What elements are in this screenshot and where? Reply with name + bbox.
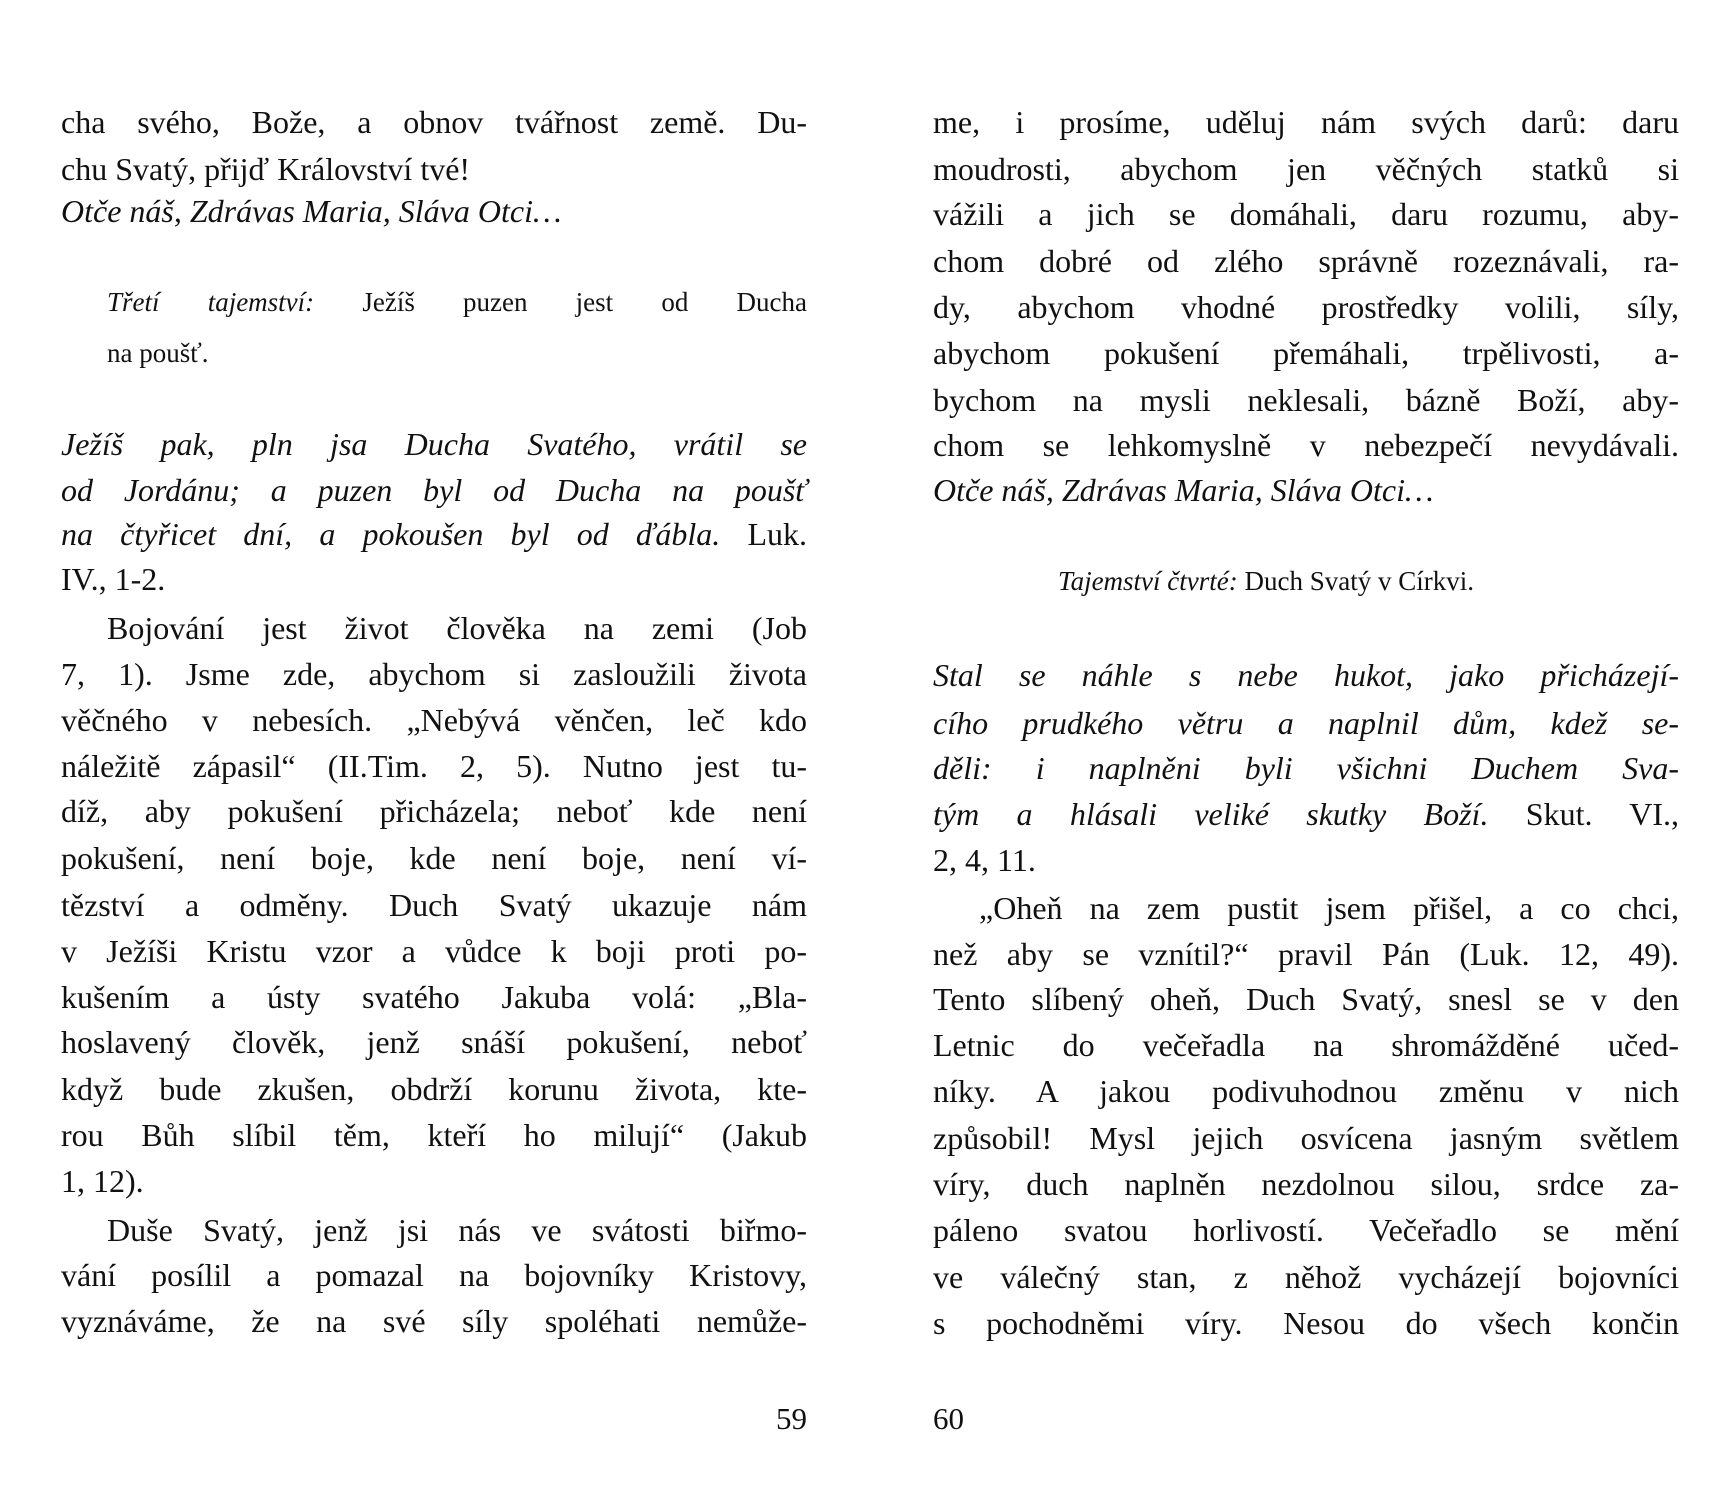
text: IV., 1-2.: [61, 561, 166, 597]
text-line: [107, 279, 807, 325]
text: bychom na mysli neklesali, bázně Boží, aby-: [933, 382, 1679, 418]
text: kušením a ústy svatého Jakuba volá: „Bla-: [61, 979, 807, 1015]
text-line: [933, 1115, 1679, 1161]
italic-text: na čtyřicet dní, a pokoušen byl od ďábla.: [61, 516, 721, 552]
text: abychom pokušení přemáhali, trpělivosti, a-: [933, 335, 1679, 371]
text: dy, abychom vhodné prostředky volili, síly,: [933, 289, 1679, 325]
right-page: [933, 0, 1679, 1500]
text: náležitě zápasil“ (II.Tim. 2, 5). Nutno jest tu-: [61, 748, 807, 784]
italic-text: Tajemství čtvrté:: [1058, 566, 1245, 596]
text: hoslavený člověk, jenž snáší pokušení, neboť: [61, 1024, 807, 1060]
text: chom dobré od zlého správně rozeznávali, ra-: [933, 243, 1679, 279]
text-line: [61, 928, 807, 974]
italic-text: cího prudkého větru a naplnil dům, kdež se-: [933, 705, 1679, 741]
text-line: [933, 1022, 1679, 1068]
text-line: [61, 651, 807, 697]
text-line: [933, 1207, 1679, 1253]
text-line: [979, 885, 1679, 931]
text-line: [61, 882, 807, 928]
text-line: [61, 467, 807, 513]
text-line: [933, 1254, 1679, 1300]
text: rou Bůh slíbil těm, kteří ho milují“ (Jakub: [61, 1117, 807, 1153]
text-line: [107, 605, 807, 651]
text-line: [61, 788, 807, 834]
text: pokušení, není boje, kde není boje, není ví-: [61, 840, 807, 876]
text-line: [61, 835, 807, 881]
text-line: [61, 1112, 807, 1158]
text-line: [933, 284, 1679, 330]
text-line: [61, 974, 807, 1020]
text: Ježíš puzen jest od Ducha: [362, 287, 808, 317]
text-line: [61, 421, 807, 467]
text-line: [933, 99, 1679, 145]
text-line: [61, 1019, 807, 1065]
italic-text: Otče náš, Zdrávas Maria, Sláva Otci…: [933, 472, 1434, 508]
italic-text: děli: i naplněni byli všichni Duchem Sva-: [933, 750, 1679, 786]
text-line: [107, 1207, 807, 1253]
text-line: [933, 700, 1679, 746]
italic-text: tým a hlásali veliké skutky Boží.: [933, 796, 1489, 832]
text-line: [933, 976, 1679, 1022]
text: v Ježíši Kristu vzor a vůdce k boji proti po-: [61, 933, 807, 969]
text-line: [933, 1068, 1679, 1114]
text: ve válečný stan, z něhož vycházejí bojovníci: [933, 1259, 1679, 1295]
italic-text: Ježíš pak, pln jsa Ducha Svatého, vrátil se: [61, 426, 807, 462]
text-line: [933, 191, 1679, 237]
text: cha svého, Bože, a obnov tvářnost země. Du-: [61, 104, 807, 140]
text: Duše Svatý, jenž jsi nás ve svátosti biřmo-: [107, 1212, 807, 1248]
text: níky. A jakou podivuhodnou změnu v nich: [933, 1073, 1679, 1109]
text-line: [61, 1158, 807, 1204]
text-line: [61, 146, 807, 192]
text-line: [933, 467, 1679, 513]
text: 1, 12).: [61, 1163, 144, 1199]
italic-text: Třetí tajemství:: [107, 287, 363, 317]
text-line: [61, 99, 807, 145]
text: vání posílil a pomazal na bojovníky Kristovy,: [61, 1257, 807, 1293]
text-line: [61, 556, 807, 602]
text: 7, 1). Jsme zde, abychom si zasloužili života: [61, 656, 807, 692]
text-line: [933, 146, 1679, 192]
italic-text: Stal se náhle s nebe hukot, jako přicházejí-: [933, 657, 1679, 693]
text-line: [933, 1300, 1679, 1346]
text-line: [933, 745, 1679, 791]
text-line: [928, 558, 1474, 604]
text: s pochodněmi víry. Nesou do všech končin: [933, 1305, 1679, 1341]
text-line: [933, 837, 1679, 883]
text: když bude zkušen, obdrží korunu života, kte-: [61, 1071, 807, 1107]
text-line: [933, 652, 1679, 698]
text: chu Svatý, přijď Království tvé!: [61, 151, 471, 187]
text-line: [61, 1252, 807, 1298]
text-line: [61, 188, 807, 234]
text-line: [61, 1298, 807, 1344]
text: páleno svatou horlivostí. Večeřadlo se mění: [933, 1212, 1679, 1248]
text-line: [61, 1066, 807, 1112]
italic-text: od Jordánu; a puzen byl od Ducha na poušť: [61, 472, 807, 508]
text: moudrosti, abychom jen věčných statků si: [933, 151, 1679, 187]
page-number: 59: [776, 1401, 807, 1436]
text: Bojování jest život člověka na zemi (Job: [107, 610, 807, 646]
text: Letnic do večeřadla na shromážděné učed-: [933, 1027, 1679, 1063]
text-line: [933, 422, 1679, 468]
italic-text: Otče náš, Zdrávas Maria, Sláva Otci…: [61, 193, 562, 229]
text-line: [61, 697, 807, 743]
text-line: [933, 330, 1679, 376]
text-line: [933, 931, 1679, 977]
text: víry, duch naplněn nezdolnou silou, srdce za-: [933, 1166, 1679, 1202]
text: Skut. VI.,: [1488, 796, 1680, 832]
text: než aby se vznítil?“ pravil Pán (Luk. 12, 49).: [933, 936, 1679, 972]
text-line: [107, 330, 807, 376]
text: na poušť.: [107, 338, 209, 368]
text: vážili a jich se domáhali, daru rozumu, aby-: [933, 196, 1679, 232]
text: 2, 4, 11.: [933, 842, 1036, 878]
text-line: [933, 1161, 1679, 1207]
text: díž, aby pokušení přicházela; neboť kde není: [61, 793, 807, 829]
page-number: 60: [933, 1401, 964, 1436]
text-line: [933, 238, 1679, 284]
text: „Oheň na zem pustit jsem přišel, a co chci,: [979, 890, 1679, 926]
text: vyznáváme, že na své síly spoléhati nemůže-: [61, 1303, 807, 1339]
text: způsobil! Mysl jejich osvícena jasným světlem: [933, 1120, 1679, 1156]
text: Luk.: [720, 516, 808, 552]
text-line: [61, 743, 807, 789]
text: chom se lehkomyslně v nebezpečí nevydávali.: [933, 427, 1679, 463]
text: Tento slíbený oheň, Duch Svatý, snesl se v den: [933, 981, 1679, 1017]
text-line: [61, 511, 807, 557]
text: me, i prosíme, uděluj nám svých darů: daru: [933, 104, 1679, 140]
text-line: [933, 791, 1679, 837]
text-line: [933, 377, 1679, 423]
text: Duch Svatý v Církvi.: [1244, 566, 1474, 596]
text: tězství a odměny. Duch Svatý ukazuje nám: [61, 887, 807, 923]
left-page: [61, 0, 807, 1500]
text: věčného v nebesích. „Nebývá věnčen, leč kdo: [61, 702, 807, 738]
